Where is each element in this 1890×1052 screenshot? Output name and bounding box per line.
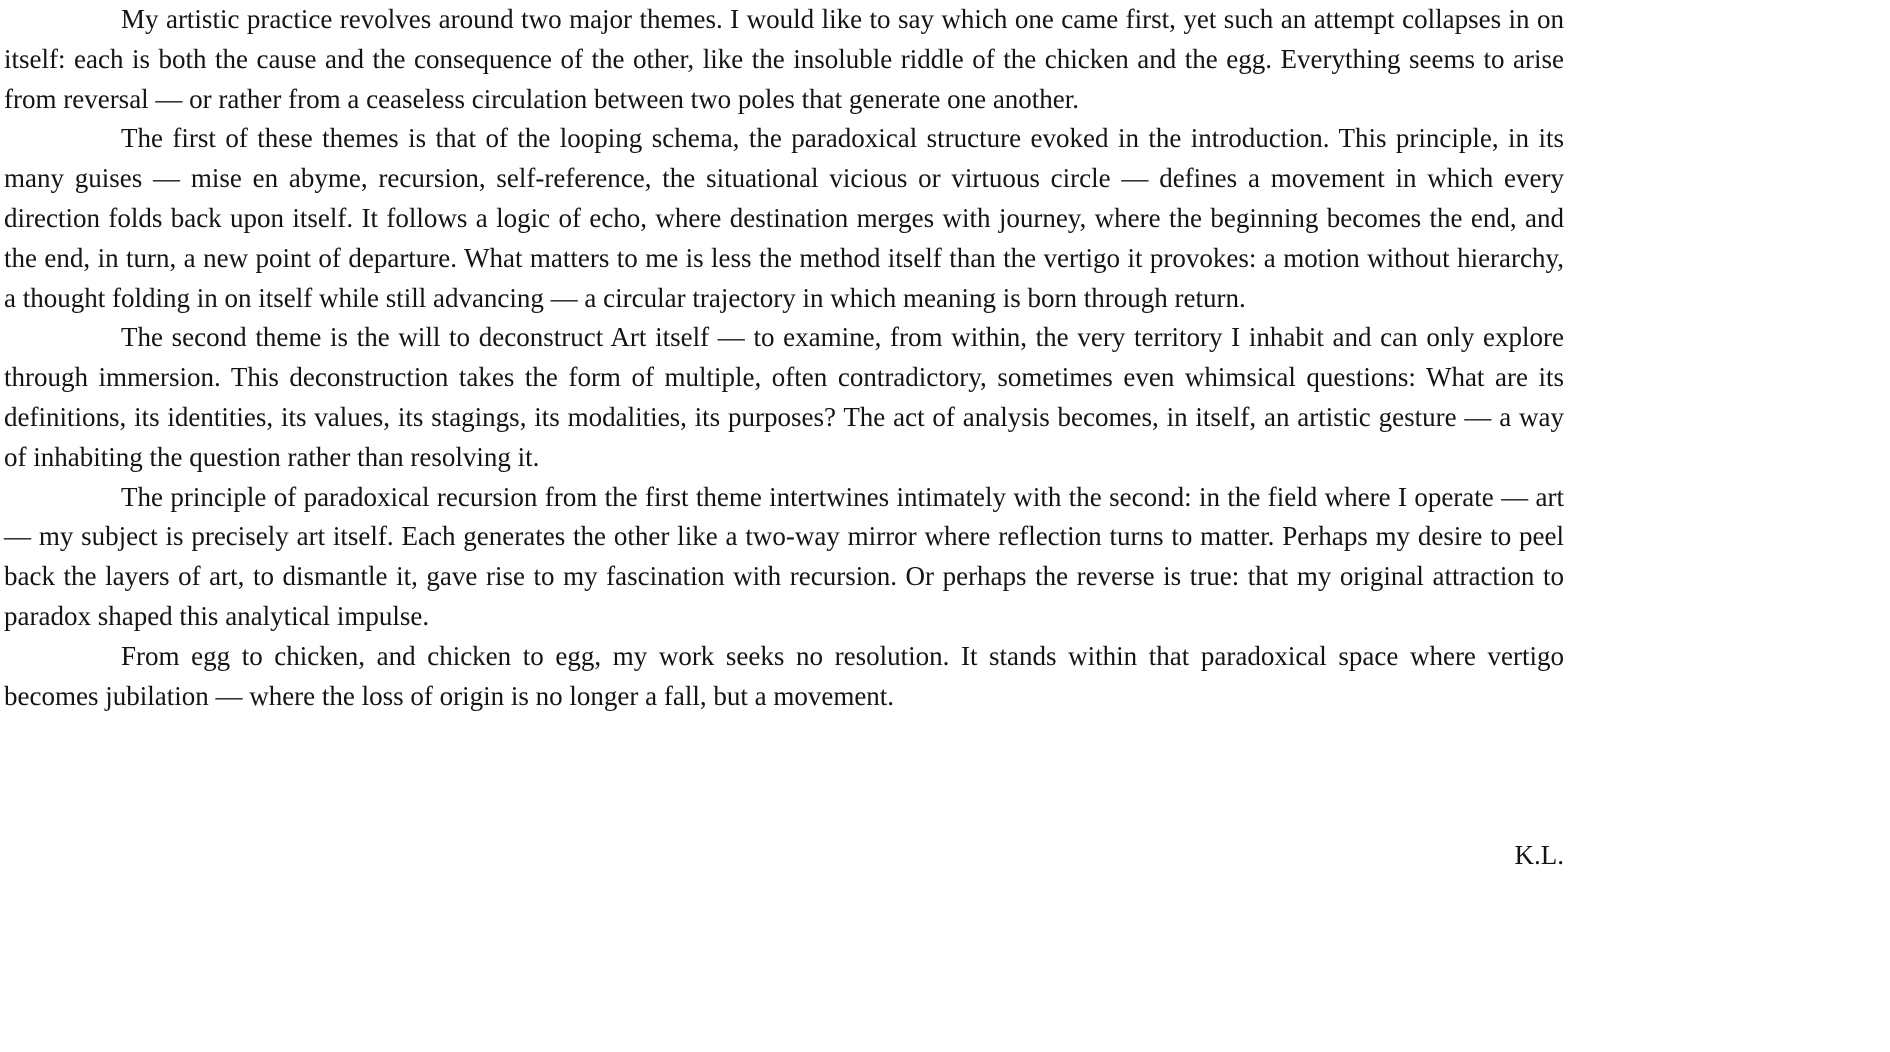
document-page [4,0,1564,870]
paragraph-2: The first of these themes is that of the looping schema, the paradoxical structure evoked in the introduction. This principle, in its many guises — mise en abyme, recursion, self-reference, the situational vicious or virtuous circle — defines a movement in which every direction folds back upon itself. It follows a logic of echo, where destination merges with journey, where the beginning becomes the end, and the end, in turn, a new point of departure. What matters to me is less the method itself than the vertigo it provokes: a motion without hierarchy, a thought folding in on itself while still advancing — a circular trajectory in which meaning is born through return. [4,123,1564,313]
author-signature: K.L. [1514,840,1564,870]
essay-body [4,0,1564,716]
paragraph-4: The principle of paradoxical recursion from the first theme intertwines intimately with the second: in the field where I operate — art — my subject is precisely art itself. Each generates the other like a two-way mirror where reflection turns to matter. Perhaps my desire to peel back the layers of art, to dismantle it, gave rise to my fascination with recursion. Or perhaps the reverse is true: that my original attraction to paradox shaped this analytical impulse. [4,481,1564,631]
paragraph-1: My artistic practice revolves around two major themes. I would like to say which one came first, yet such an attempt collapses in on itself: each is both the cause and the consequence of the other, like the insoluble riddle of the chicken and the egg. Everything seems to arise from reversal — or rather from a ceaseless circulation between two poles that generate one another. [4,4,1564,114]
paragraph-5: From egg to chicken, and chicken to egg, my work seeks no resolution. It stands within that paradoxical space where vertigo becomes jubilation — where the loss of origin is no longer a fall, but a movement. [4,640,1564,711]
paragraph-3: The second theme is the will to deconstruct Art itself — to examine, from within, the very territory I inhabit and can only explore through immersion. This deconstruction takes the form of multiple, often contradictory, sometimes even whimsical questions: What are its definitions, its identities, its values, its stagings, its modalities, its purposes? The act of analysis becomes, in itself, an artistic gesture — a way of inhabiting the question rather than resolving it. [4,322,1564,472]
